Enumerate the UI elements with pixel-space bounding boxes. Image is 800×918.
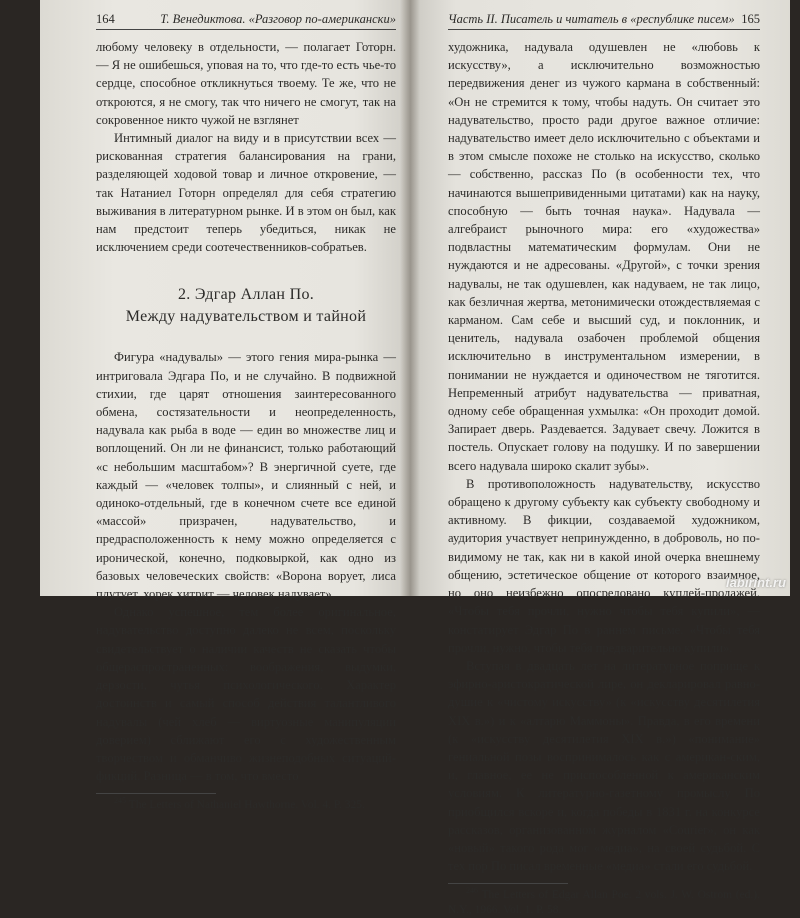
left-page-header — [96, 12, 396, 30]
watermark: labirint.ru — [726, 575, 786, 590]
section-heading — [96, 284, 396, 328]
right-footnote-marker: 246 — [466, 886, 478, 896]
section-heading-line-1: 2. Эдгар Аллан По. — [177, 286, 315, 304]
section-heading-line-2: Между надувательством и тайной — [125, 308, 367, 326]
right-paragraph-3: Вступая в двадцать лет на литературное поприще к эфирно-аристократической лире, он декларировал равно-душие к «чистому искусству» (к «искусству десятилетия XIX в.») и к «алтарю Маммоны». Правда, в его времени (к «искусству десятилетия XIX в.») «понимание» гениальной позы воспринималось как с американ-ским, и, главное, ее не приспособленной к американским условиям. К литературно-газетному промыслу По приобщился вскоре и, когда победы в 1831 г. на конкурсе рассказов, организованном журналом «Courier», он как «новый» такого рода мог «медиа», на своей судьбой. С тех пор По писал временные «медиа» стали его судьбой. — [448, 658, 760, 874]
left-paragraph-4: Однако успешное, тем более оригинальное, надувательство доступно далеко не всем, поскольку свидетельствует о наличии качеств не сказать чтобы общераспространенных: воображения, выдумки, дерзости, чутья психологического. Характер достоинств и самый способ действия талантливого надувалы (чей хлеб — виртуозные манипуляции доверием) сближают его с художественным творчеством и обманчиво жизнеподобных ситуаций-фикций. Разница — в том, что вместо — [96, 605, 396, 784]
left-footnote-text: The Letters of Nathaniel Hawthorne. Vol. 4. P. 325. — [128, 799, 365, 812]
right-footnote-text: The Letters of Edgar Allan Poe. 2 vols. J. W. Ostrom (ed.). N.Y., 1966. Vol. 1. P. 58. — [448, 889, 761, 917]
left-page-number: 164 — [96, 12, 115, 26]
right-page-body — [448, 38, 760, 918]
right-page-number: 165 — [741, 12, 760, 26]
left-footnote — [96, 798, 396, 813]
left-footnote-rule — [96, 793, 216, 794]
book-gutter — [400, 0, 420, 596]
right-footnote-rule — [448, 883, 568, 884]
left-footnote-marker: 245 — [114, 796, 126, 806]
right-page — [410, 0, 790, 917]
right-paragraph-1: художника, надувала одушевлен не «любовь к искусству», а исключительно возможностью передвижения денег из чужого кармана в собственный: «Он не стремится к тому, чтобы надуть. Он считает это надувательство, просто ради другое важное отличие: надувательство имеет дело исключительно с объектами и в этом смысле похоже не столько на искусство, сколько — собственно, рассказ По (в особенности тех, что начинаются вышепривиденными цитатами) как на науку, способную — быть точная наука». Надувала — алгебраист рыночного мира: его «художества» подвластны математическим формулам. Они не нуждаются и не адресованы. «Другой», с точки зрения надувалы, не так одушевлен, как надуваем, не так лицо, как безличная жертва, метонимически отождествляемая с карманом. Сам себе и высший суд, и поклонник, и ценитель, надувала озабочен проблемой общения исключительно в инструментальном измерении, в понимании не нуждается и одиночеством не тяготится. Непременный атрибут надувательства — приватная, одному себе обращенная ухмылка: «Он проходит домой. Запирает дверь. Раздевается. Задувает свечу. Ложится в постель. Опускает голову на подушку. И по завершении всего надувала широко скалит зубы». — [448, 40, 760, 473]
right-page-header — [448, 12, 760, 30]
right-running-title: Часть II. Писатель и читатель в «республике писем» — [448, 12, 735, 26]
left-paragraph-1: любому человеку в отдельности, — полагает Готорн. — Я не ошибешься, уповая на то, что где-то есть чье-то сердце, способное откликнуться твоему. Те же, что не откроются, я не смогу, так что ничего не смогут, так на сокровенное никто чужой не взглянет — [96, 40, 396, 127]
left-page-body — [96, 38, 396, 813]
right-paragraph-2: В противоположность надувательству, искусство обращено к другому субъекту как субъекту свободному и активному. В фикции, создаваемой художником, аудитория участвует непринужденно, в доброволь, но по-видимому не так, как ни в какой иной очерка внешнему общению, эстетическое общение от которого взаимное, но оно неизбежно опосредовано куплей-продажей. «Чтобы тебя прочли, нужно чтобы тебя купили», — констатирует Эдгар По в раннем письме. «Чтобы тебя прочли, нужно, чтобы тебя предварительно купили». — [448, 476, 760, 655]
left-running-title: Т. Венедиктова. «Разговор по-американски» — [160, 12, 396, 26]
right-footnote — [448, 888, 760, 918]
left-paragraph-2: Интимный диалог на виду и в присутствии всех — рискованная стратегия балансирования на грани, разделяющей ходовой товар и личное откровение, — так Натаниел Готорн определял для себя стратегию выживания в литературном рынке. И в этом он был, как нам предстоит теперь убедиться, никак не исключением среди соотечественников-собратьев. — [96, 131, 396, 255]
left-paragraph-3: Фигура «надувалы» — этого гения мира-рынка — интриговала Эдгара По, и не случайно. В подвижной стихии, где царят отношения заинтересованного обмена, состязательности и неопределенность, надувала как рыба в воде — един во множестве лиц и воплощений. Он ли не финансист, только работающий «с небольшим масштабом»? В энергичной суете, где каждый — «человек толпы», и слиянный с ней, и одиноко-отдельный, где в конечном счете все единой «массой» призрачен, надувательство, и предрасположенность к нему можно определяется с иронической, конечно, подковыркой, как одно из базовых человеческих свойств: «Ворона ворует, лиса плутует, хорек хитрит — человек надувает». — [96, 350, 396, 602]
left-page — [40, 0, 410, 812]
